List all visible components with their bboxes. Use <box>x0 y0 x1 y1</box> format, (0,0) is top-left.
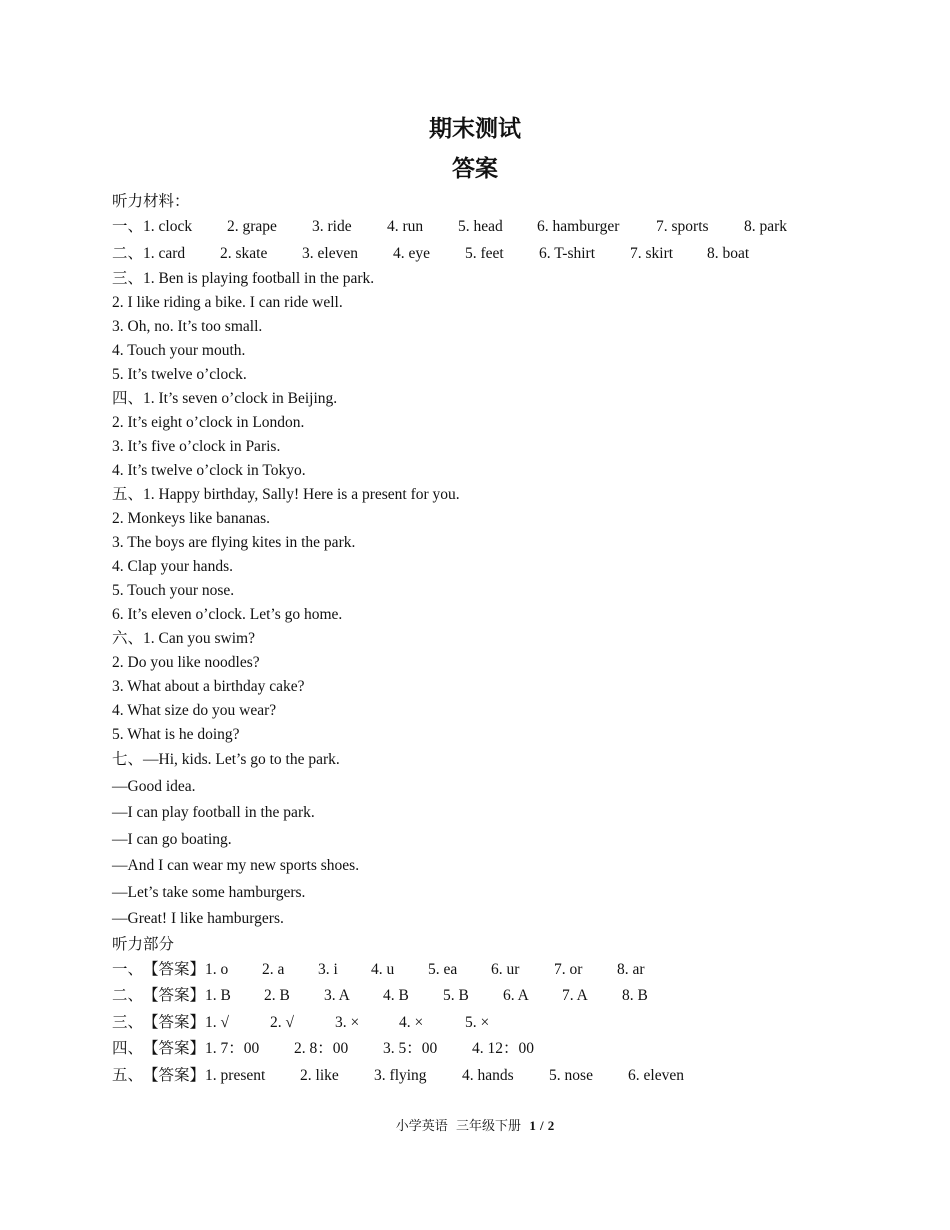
list-item: 8. boat <box>707 244 750 262</box>
answer-row-3 <box>112 1010 872 1037</box>
answer-tag: 【答案】 <box>143 1013 206 1031</box>
list-item: 1. Can you swim? <box>143 630 255 647</box>
answer-item: 2. √ <box>270 1013 295 1031</box>
list-item: 7. sports <box>656 218 709 235</box>
answer-item: 6. A <box>503 987 529 1004</box>
list-item: —I can go boating. <box>112 830 232 848</box>
list-item: 4. It’s twelve o’clock in Tokyo. <box>112 462 306 479</box>
answer-item: 6. ur <box>491 960 520 978</box>
answer-item: 1. 7：00 <box>205 1040 260 1057</box>
list-item: 6. It’s eleven o’clock. Let’s go home. <box>112 606 343 623</box>
answer-item: 3. A <box>324 987 350 1004</box>
answer-item: 4. u <box>371 960 395 978</box>
answer-item: 7. or <box>554 960 583 978</box>
section-3-line <box>112 267 872 291</box>
list-item: 6. hamburger <box>537 218 620 235</box>
list-item: 3. The boys are flying kites in the park. <box>112 534 356 551</box>
section-7-line <box>112 747 872 774</box>
answer-row-4 <box>112 1036 872 1063</box>
list-item: 5. feet <box>465 244 504 262</box>
list-item: 2. It’s eight o’clock in London. <box>112 414 305 431</box>
list-item: 1. clock <box>143 218 193 235</box>
list-item: 5. Touch your nose. <box>112 582 235 599</box>
answer-row-5 <box>112 1063 872 1090</box>
answer-item: 4. hands <box>462 1066 514 1084</box>
page-title: 期末测试 <box>429 116 521 142</box>
answer-item: 5. × <box>465 1013 490 1031</box>
list-item: 3. eleven <box>302 244 358 262</box>
list-item: 4. What size do you wear? <box>112 702 277 719</box>
list-item: 2. grape <box>227 218 277 235</box>
answer-content <box>112 190 872 1089</box>
section-5-line <box>112 483 872 507</box>
list-item: 4. eye <box>393 244 431 262</box>
section-2-row <box>112 241 872 268</box>
answer-row-2 <box>112 983 872 1010</box>
list-item: 5. It’s twelve o’clock. <box>112 366 247 383</box>
list-item: 1. It’s seven o’clock in Beijing. <box>143 390 338 407</box>
answer-item: 6. eleven <box>628 1066 684 1084</box>
section-prefix: 四、 <box>112 390 144 407</box>
section-prefix: 三、 <box>112 1013 144 1031</box>
list-item: —I can play football in the park. <box>112 804 315 821</box>
list-item: 1. Ben is playing football in the park. <box>143 270 375 287</box>
list-item: 5. What is he doing? <box>112 726 240 743</box>
list-item: —Good idea. <box>112 777 196 795</box>
answer-item: 5. B <box>443 987 469 1004</box>
list-item: 2. skate <box>220 244 268 262</box>
list-item: 7. skirt <box>630 244 674 262</box>
section-prefix: 一、 <box>112 218 144 235</box>
answer-item: 8. B <box>622 987 648 1004</box>
answer-item: 3. 5：00 <box>383 1040 438 1057</box>
answer-row-1 <box>112 957 872 984</box>
list-item: 8. park <box>744 218 788 235</box>
list-item: 2. I like riding a bike. I can ride well. <box>112 294 343 311</box>
footer-subject: 小学英语 <box>395 1119 448 1134</box>
answer-item: 5. nose <box>549 1066 593 1084</box>
answer-item: 2. a <box>262 960 285 978</box>
answer-item: 8. ar <box>617 960 645 978</box>
list-item: 5. head <box>458 218 503 235</box>
page-subtitle: 答案 <box>452 156 498 182</box>
answer-item: 7. A <box>562 987 588 1004</box>
answer-item: 3. flying <box>374 1066 427 1084</box>
answer-item: 2. 8：00 <box>294 1040 349 1057</box>
answer-item: 1. o <box>205 960 229 978</box>
section-prefix: 一、 <box>112 960 144 978</box>
answer-item: 1. present <box>205 1066 266 1084</box>
answer-item: 2. like <box>300 1066 339 1084</box>
listening-part-label: 听力部分 <box>112 935 175 953</box>
answer-item: 4. B <box>383 987 409 1004</box>
footer-page-total: 2 <box>547 1118 555 1133</box>
list-item: 1. Happy birthday, Sally! Here is a present for you. <box>143 486 460 503</box>
list-item: 3. It’s five o’clock in Paris. <box>112 438 281 455</box>
list-item: 3. ride <box>312 218 352 235</box>
answer-item: 4. 12：00 <box>472 1040 535 1057</box>
page-footer <box>0 1115 950 1134</box>
answer-item: 5. ea <box>428 960 458 978</box>
footer-grade: 三年级下册 <box>456 1119 522 1134</box>
list-item: 4. Clap your hands. <box>112 558 233 575</box>
answer-tag: 【答案】 <box>143 1040 206 1057</box>
section-6-line <box>112 627 872 651</box>
list-item: —Great! I like hamburgers. <box>112 910 284 927</box>
footer-page-separator: / <box>539 1118 544 1133</box>
list-item: —Hi, kids. Let’s go to the park. <box>143 751 340 768</box>
section-prefix: 七、 <box>112 751 144 768</box>
listening-material-label: 听力材料： <box>112 193 190 210</box>
section-prefix: 五、 <box>112 1066 144 1084</box>
list-item: —Let’s take some hamburgers. <box>112 883 306 901</box>
section-1-row <box>112 214 872 241</box>
answer-item: 1. B <box>205 987 231 1004</box>
list-item: 2. Monkeys like bananas. <box>112 510 270 527</box>
section-4-line <box>112 387 872 411</box>
section-prefix: 五、 <box>112 486 144 503</box>
answer-item: 3. i <box>318 960 338 978</box>
list-item: 1. card <box>143 244 186 262</box>
list-item: 2. Do you like noodles? <box>112 654 260 671</box>
section-prefix: 三、 <box>112 270 144 287</box>
list-item: 4. run <box>387 218 424 235</box>
list-item: 3. Oh, no. It’s too small. <box>112 318 263 335</box>
section-prefix: 六、 <box>112 630 144 647</box>
answer-item: 4. × <box>399 1013 424 1031</box>
footer-page-number: 1 <box>529 1118 536 1133</box>
section-prefix: 二、 <box>112 987 144 1004</box>
answer-tag: 【答案】 <box>143 987 206 1004</box>
answer-item: 1. √ <box>205 1013 230 1031</box>
answer-item: 3. × <box>335 1013 360 1031</box>
list-item: 3. What about a birthday cake? <box>112 678 305 695</box>
answer-item: 2. B <box>264 987 290 1004</box>
list-item: 6. T-shirt <box>539 244 595 262</box>
section-prefix: 二、 <box>112 244 144 262</box>
answer-tag: 【答案】 <box>143 1066 206 1084</box>
list-item: —And I can wear my new sports shoes. <box>112 857 360 874</box>
answer-tag: 【答案】 <box>143 960 206 978</box>
section-prefix: 四、 <box>112 1040 144 1057</box>
list-item: 4. Touch your mouth. <box>112 342 246 359</box>
